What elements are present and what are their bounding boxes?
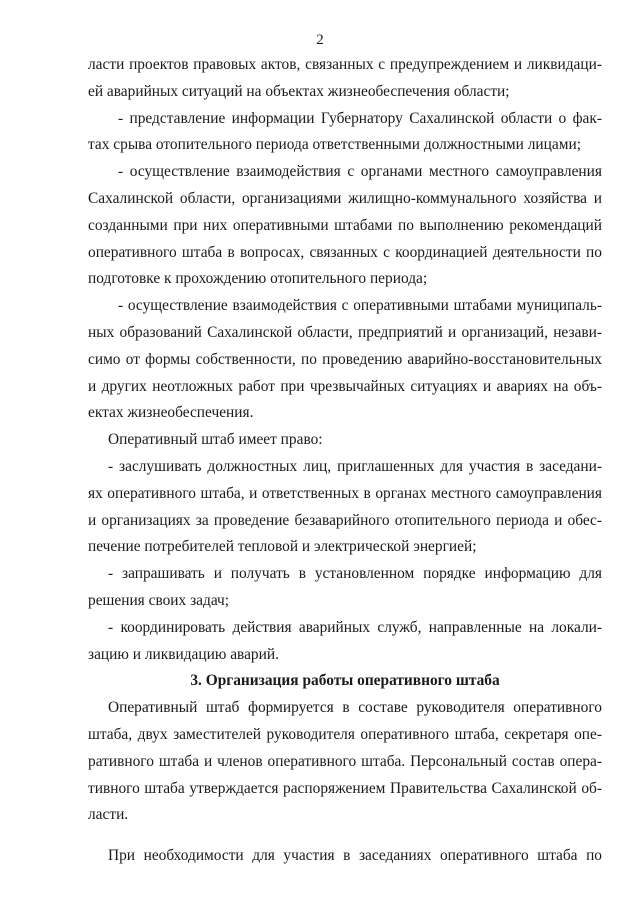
text-line: Сахалинской области, организациями жилищно-коммунального хозяйства и	[88, 189, 602, 207]
text-line: ях оперативного штаба, и ответственных в органах местного самоуправления	[88, 484, 602, 502]
list-item-line: - запрашивать и получать в установленном порядке информацию для	[108, 565, 602, 583]
list-item-line: - осуществление взаимодействия с оперативными штабами муниципаль-	[118, 297, 602, 315]
text-line: ласти.	[88, 806, 129, 824]
text-line: оперативного штаба в вопросах, связанных с координацией деятельности по	[88, 243, 602, 261]
text-line: тивного штаба утверждается распоряжением Правительства Сахалинской об-	[88, 779, 602, 797]
text-line: ектах жизнеобеспечения.	[88, 404, 254, 422]
paragraph-line: При необходимости для участия в заседаниях оперативного штаба по	[108, 847, 602, 865]
text-line: тах срыва отопительного периода ответственными должностными лицами;	[88, 136, 581, 154]
text-line: и организациях за проведение безаварийного отопительного периода и обес-	[88, 511, 602, 529]
text-line: штаба, двух заместителей руководителя оперативного штаба, секретаря опе-	[88, 725, 602, 743]
list-item-line: - представление информации Губернатору Сахалинской области о фак-	[118, 109, 602, 127]
text-line: и других неотложных работ при чрезвычайных ситуациях и авариях на объ-	[88, 377, 602, 395]
paragraph-spacer	[88, 829, 602, 843]
list-item-line: - координировать действия аварийных служб, направленные на локали-	[108, 618, 602, 636]
page-number: 2	[316, 32, 324, 48]
text-line: печение потребителей тепловой и электрической энергией;	[88, 538, 477, 556]
text-line: подготовке к прохождению отопительного периода;	[88, 270, 428, 288]
text-line: зацию и ликвидацию аварий.	[88, 645, 279, 663]
list-item-line: - заслушивать должностных лиц, приглашенных для участия в заседани-	[108, 457, 602, 475]
text-line: созданными при них оперативными штабами по выполнению рекомендаций	[88, 216, 602, 234]
document-body	[88, 52, 602, 870]
text-line: ей аварийных ситуаций на объектах жизнеобеспечения области;	[88, 82, 510, 100]
paragraph-line: Оперативный штаб формируется в составе руководителя оперативного	[108, 699, 602, 717]
text-line: симо от формы собственности, по проведению аварийно-восстановительных	[88, 350, 602, 368]
text-line: ных образований Сахалинской области, предприятий и организаций, незави-	[88, 323, 602, 341]
section-heading: 3. Организация работы оперативного штаба	[190, 672, 500, 690]
text-line: решения своих задач;	[88, 591, 230, 609]
text-line: ласти проектов правовых актов, связанных с предупреждением и ликвидаци-	[88, 56, 602, 73]
list-item-line: - осуществление взаимодействия с органами местного самоуправления	[118, 163, 602, 181]
paragraph-line: Оперативный штаб имеет право:	[108, 431, 323, 449]
text-line: ративного штаба и членов оперативного штаба. Персональный состав опера-	[88, 752, 602, 770]
